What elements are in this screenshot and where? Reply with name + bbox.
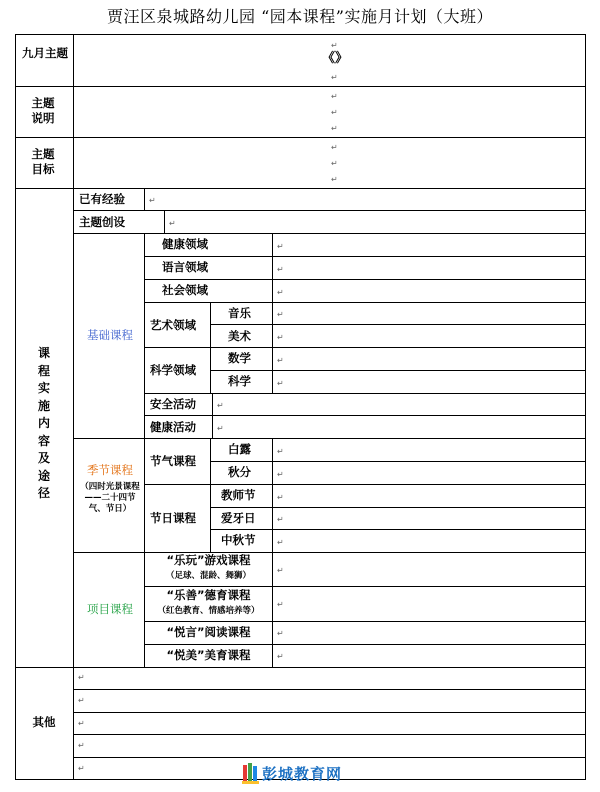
play-course-note: （足球、混龄、舞狮）: [165, 571, 251, 581]
basic-curriculum-label: 基础课程: [87, 328, 133, 342]
paragraph-mark: ↵: [169, 219, 176, 228]
env-creation-label: 主题创设: [79, 215, 125, 229]
solar-terms-label: 节气课程: [150, 454, 196, 468]
paragraph-mark: ↵: [331, 159, 338, 168]
books-icon: [242, 762, 260, 784]
fine-art-label: 美术: [228, 329, 251, 343]
paragraph-mark: ↵: [331, 124, 338, 133]
paragraph-mark: ↵: [277, 447, 284, 456]
paragraph-mark: ↵: [78, 673, 85, 682]
project-curriculum-label: 项目课程: [87, 602, 133, 616]
paragraph-mark: ↵: [277, 629, 284, 638]
curriculum-label: 课程实施内容及途径: [37, 346, 50, 500]
paragraph-mark: ↵: [331, 175, 338, 184]
theme-goal-label: 主题目标: [31, 147, 55, 176]
social-domain: 社会领域: [162, 283, 208, 297]
other-label: 其他: [32, 715, 56, 729]
theme-label: 九月主题: [22, 46, 68, 60]
theme-desc-label: 主题说明: [31, 96, 55, 125]
festival-item: 中秋节: [221, 533, 256, 547]
solar-term-item: 秋分: [228, 465, 251, 479]
paragraph-mark: ↵: [277, 538, 284, 547]
paragraph-mark: ↵: [277, 265, 284, 274]
paragraph-mark: ↵: [277, 600, 284, 609]
festival-item: 爱牙日: [221, 511, 256, 525]
seasonal-note: （四时光景课程——二十四节气、节日）: [80, 482, 140, 514]
art-domain: 艺术领域: [150, 318, 196, 332]
experience-label: 已有经验: [79, 192, 125, 206]
paragraph-mark: ↵: [78, 696, 85, 705]
festival-item: 教师节: [221, 488, 256, 502]
virtue-course-label: “乐善”德育课程: [166, 588, 251, 602]
theme-value: 《》: [321, 51, 348, 66]
paragraph-mark: ↵: [78, 719, 85, 728]
paragraph-mark: ↵: [149, 196, 156, 205]
paragraph-mark: ↵: [78, 741, 85, 750]
health-domain: 健康领域: [162, 237, 208, 251]
watermark-logo: [242, 762, 372, 786]
virtue-course-note: （红色教育、情感培养等）: [157, 606, 260, 616]
paragraph-mark: ↵: [277, 288, 284, 297]
paragraph-mark: ↵: [277, 379, 284, 388]
science-label: 科学: [228, 374, 251, 388]
festivals-label: 节日课程: [150, 511, 196, 525]
paragraph-mark: ↵: [277, 242, 284, 251]
paragraph-mark: ↵: [331, 41, 338, 50]
health-activity: 健康活动: [150, 420, 196, 434]
music-label: 音乐: [228, 306, 251, 320]
paragraph-mark: ↵: [277, 515, 284, 524]
paragraph-mark: ↵: [277, 493, 284, 502]
aesthetic-course-label: “悦美”美育课程: [166, 648, 251, 662]
paragraph-mark: ↵: [277, 310, 284, 319]
science-domain: 科学领域: [150, 363, 196, 377]
plan-table: [15, 34, 586, 780]
watermark-text: 彭城教育网: [262, 765, 343, 783]
document-title: 贾汪区泉城路幼儿园 “园本课程”实施月计划（大班）: [107, 7, 493, 26]
solar-term-item: 白露: [228, 442, 251, 456]
paragraph-mark: ↵: [277, 470, 284, 479]
paragraph-mark: ↵: [331, 143, 338, 152]
reading-course-label: “悦言”阅读课程: [166, 625, 251, 639]
paragraph-mark: ↵: [277, 652, 284, 661]
paragraph-mark: ↵: [277, 566, 284, 575]
safety-activity: 安全活动: [150, 397, 196, 411]
paragraph-mark: ↵: [217, 424, 224, 433]
paragraph-mark: ↵: [277, 356, 284, 365]
paragraph-mark: ↵: [78, 764, 85, 773]
math-label: 数学: [228, 351, 251, 365]
paragraph-mark: ↵: [331, 108, 338, 117]
paragraph-mark: ↵: [331, 73, 338, 82]
seasonal-curriculum-label: 季节课程: [87, 463, 133, 477]
paragraph-mark: ↵: [331, 92, 338, 101]
language-domain: 语言领域: [162, 260, 208, 274]
paragraph-mark: ↵: [217, 401, 224, 410]
play-course-label: “乐玩”游戏课程: [166, 553, 251, 567]
paragraph-mark: ↵: [277, 333, 284, 342]
